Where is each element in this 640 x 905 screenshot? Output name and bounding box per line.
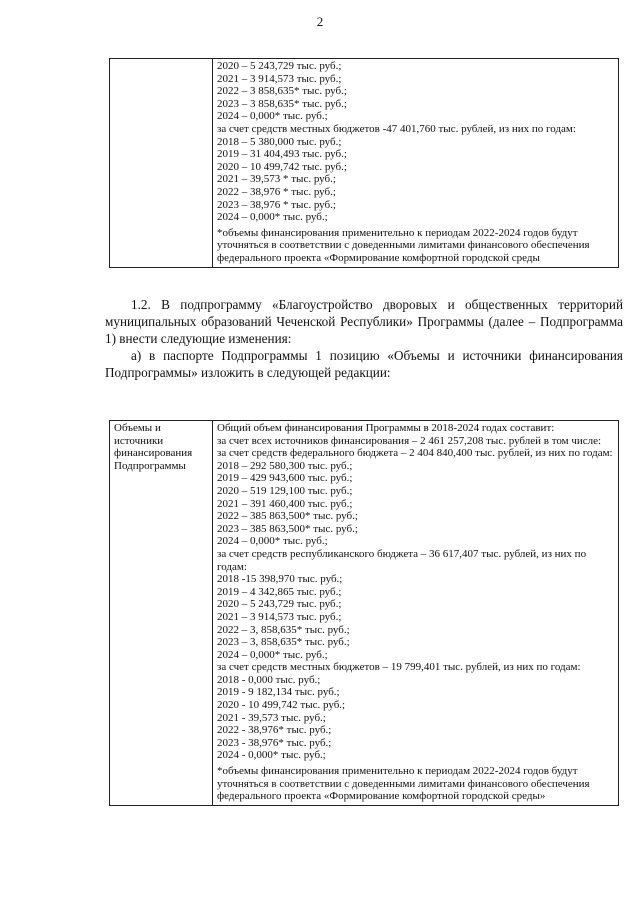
funding-line: 2020 – 10 499,742 тыс. руб.; — [217, 160, 347, 173]
funding-line: 2020 - 10 499,742 тыс. руб.; — [217, 699, 346, 712]
funding-line: 2018 -15 398,970 тыс. руб.; — [217, 573, 343, 586]
funding-line: 2020 – 519 129,100 тыс. руб.; — [217, 484, 353, 497]
funding-line: 2022 – 385 863,500* тыс. руб.; — [217, 510, 358, 523]
paragraph-passport-edit: а) в паспорте Подпрограммы 1 позицию «Объемы и источники финансирования Подпрограммы» изложить в следующей редакции: — [105, 348, 623, 380]
funding-note: *объемы финансирования применительно к периодам 2022-2024 годов будут уточняться в соответствии с доведенными лимитами финансового обеспечения федерального проекта «Формирование комфортной городской среды» — [217, 765, 590, 803]
funding-line: 2021 – 391 460,400 тыс. руб.; — [217, 497, 353, 510]
funding-details-cell — [213, 421, 619, 806]
funding-lines — [217, 422, 614, 762]
funding-line: 2019 - 9 182,134 тыс. руб.; — [217, 686, 340, 699]
funding-line: 2021 – 39,573 * тыс. руб.; — [217, 173, 336, 186]
page-number: 2 — [316, 14, 324, 29]
funding-line: 2024 – 0,000* тыс. руб.; — [217, 535, 328, 548]
funding-line: 2023 – 3, 858,635* тыс. руб.; — [217, 636, 350, 649]
funding-line: 2023 – 385 863,500* тыс. руб.; — [217, 522, 358, 535]
paragraph-subprogram-changes: 1.2. В подпрограмму «Благоустройство дворовых и общественных территорий муниципальных образований Чеченской Республики» Программы (далее – Подпрограмма 1) внести следующие изменения: — [105, 297, 623, 346]
funding-line: за счет средств местных бюджетов -47 401,760 тыс. рублей, из них по годам: — [217, 122, 576, 135]
funding-details-cell — [213, 59, 619, 268]
funding-line: 2024 – 0,000* тыс. руб.; — [217, 110, 328, 123]
funding-line: 2022 – 38,976 * тыс. руб.; — [217, 185, 336, 198]
funding-line: 2022 – 3, 858,635* тыс. руб.; — [217, 623, 350, 636]
empty-label-cell — [110, 59, 213, 268]
funding-line: 2024 - 0,000* тыс. руб.; — [217, 749, 326, 762]
funding-line: 2022 – 3 858,635* тыс. руб.; — [217, 85, 347, 98]
funding-line: 2021 – 3 914,573 тыс. руб.; — [217, 72, 342, 85]
funding-line: за счет средств федерального бюджета – 2 404 840,400 тыс. рублей, из них по годам: — [217, 447, 613, 460]
funding-line: 2020 – 5 243,729 тыс. руб.; — [217, 598, 342, 611]
funding-line: 2020 – 5 243,729 тыс. руб.; — [217, 60, 342, 72]
funding-line: 2022 - 38,976* тыс. руб.; — [217, 724, 332, 737]
funding-line: за счет средств республиканского бюджета – 36 617,407 тыс. рублей, из них по годам: — [217, 547, 587, 573]
funding-label-cell: Объемы и источники финансирования Подпрограммы — [110, 421, 213, 806]
funding-table-continued — [109, 58, 619, 268]
funding-lines — [217, 60, 614, 224]
funding-line: 2023 - 38,976* тыс. руб.; — [217, 736, 332, 749]
funding-line: 2024 – 0,000* тыс. руб.; — [217, 211, 328, 224]
funding-line: 2023 – 3 858,635* тыс. руб.; — [217, 97, 347, 110]
funding-line: 2019 – 4 342,865 тыс. руб.; — [217, 585, 342, 598]
funding-line: 2021 - 39,573 тыс. руб.; — [217, 711, 326, 724]
funding-line: 2023 – 38,976 * тыс. руб.; — [217, 198, 336, 211]
funding-line: 2018 – 292 580,300 тыс. руб.; — [217, 459, 353, 472]
subprogram-funding-table — [109, 420, 619, 806]
funding-note: *объемы финансирования применительно к периодам 2022-2024 годов будут уточняться в соответствии с доведенными лимитами финансового обеспечения федерального проекта «Формирование комфортной городской среды — [217, 226, 590, 264]
funding-line: 2019 – 429 943,600 тыс. руб.; — [217, 472, 353, 485]
funding-line: за счет всех источников финансирования – 2 461 257,208 тыс. рублей в том числе: — [217, 434, 602, 447]
funding-line: Общий объем финансирования Программы в 2018-2024 годах составит: — [217, 422, 555, 434]
funding-line: 2018 – 5 380,000 тыс. руб.; — [217, 135, 342, 148]
funding-line: 2018 - 0,000 тыс. руб.; — [217, 673, 321, 686]
funding-line: 2021 – 3 914,573 тыс. руб.; — [217, 610, 342, 623]
funding-line: 2019 – 31 404,493 тыс. руб.; — [217, 148, 347, 161]
funding-line: 2024 – 0,000* тыс. руб.; — [217, 648, 328, 661]
funding-line: за счет средств местных бюджетов – 19 799,401 тыс. рублей, из них по годам: — [217, 661, 581, 674]
